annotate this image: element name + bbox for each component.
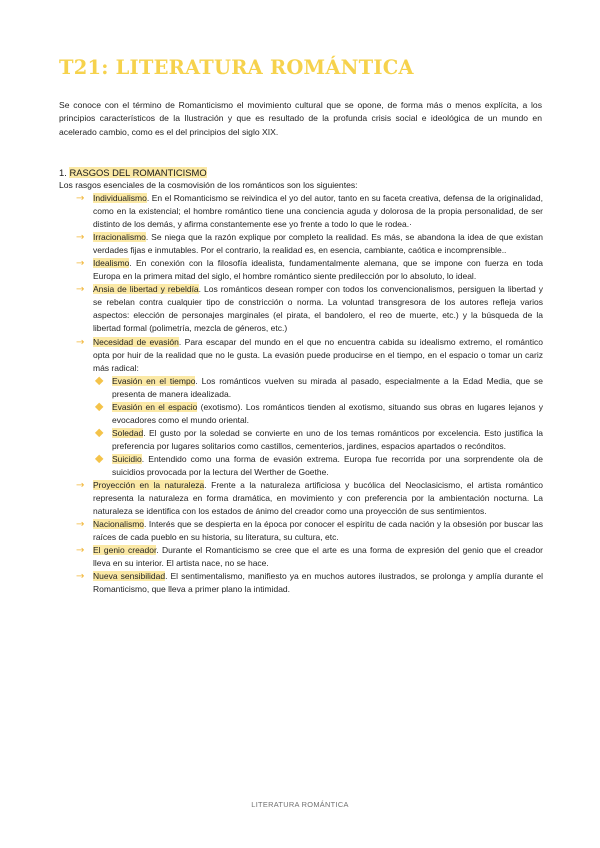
item-term: Irracionalismo <box>93 232 146 243</box>
item-term: El genio creador <box>93 545 157 556</box>
section-number: 1. <box>59 167 70 178</box>
list-item <box>76 231 543 257</box>
sublist-item <box>96 427 543 453</box>
item-text: . En el Romanticismo se reivindica el yo del autor, tanto en su faceta creativa, defensa de la originalidad, como en la existencial; el hombre romántico tiene una conciencia aguda y dolorosa de la propia personalidad, de ser distinto de los demás, y afirma constantemente ese yo frente a todo lo que le rodea.· <box>93 193 543 230</box>
item-text: . Frente a la naturaleza artificiosa y bucólica del Neoclasicismo, el artista romántico representa la naturaleza en forma dramática, en movimiento y con preferencia por la ambientación nocturna. La naturaleza se identifica con los estados de ánimo del creador como una proyección de sus sentimientos. <box>93 480 543 517</box>
arrow-right-icon: → <box>76 545 85 557</box>
list-item <box>76 518 543 544</box>
arrow-right-icon: → <box>76 571 85 583</box>
item-text: . Para escapar del mundo en el que no encuentra cabida su idealismo extremo, el romántico opta por huir de la realidad que no le gusta. La evasión puede producirse en el tiempo, en el espacio o tomar un cariz más radical: <box>93 336 543 373</box>
arrow-right-icon: → <box>76 232 85 244</box>
subitem-term: Evasión en el tiempo <box>112 375 196 386</box>
list-item <box>76 479 543 518</box>
item-text: . Interés que se despierta en la época por conocer el espíritu de cada nación y la obsesión por buscar las raíces de cada pueblo en su historia, su literatura, su cultura, etc. <box>93 519 543 543</box>
page-footer: LITERATURA ROMÁNTICA <box>251 800 349 809</box>
sublist-item <box>96 375 543 401</box>
subitem-text: . Los románticos vuelven su mirada al pasado, especialmente a la Edad Media, que se presenta de manera idealizada. <box>112 375 543 399</box>
diamond-bullet-icon <box>95 455 104 464</box>
arrow-right-icon: → <box>76 284 85 296</box>
list-item <box>76 544 543 570</box>
list-item <box>76 257 543 283</box>
intro-paragraph: Se conoce con el término de Romanticismo el movimiento cultural que se opone, de forma más o menos explícita, a los principios característicos de la Ilustración y que es resultado de la profunda crisis social e ideológica de un mundo en acelerado cambio, como es el del principios del siglo XIX. <box>59 100 542 137</box>
item-text: . En conexión con la filosofía idealista, fundamentalmente alemana, que se impone con fuerza en toda Europa en la primera mitad del siglo, el hombre romántico siente predilección por lo absoluto, lo ideal. <box>93 258 543 282</box>
diamond-bullet-icon <box>95 429 104 438</box>
item-term: Nueva sensibilidad <box>93 571 166 582</box>
list-item <box>76 283 543 335</box>
list-item <box>76 192 543 231</box>
subitem-term: Evasión en el espacio <box>112 401 198 412</box>
arrow-right-icon: → <box>76 336 85 348</box>
item-term: Nacionalismo <box>93 519 145 530</box>
arrow-right-icon: → <box>76 519 85 531</box>
subitem-text: . Entendido como una forma de evasión extrema. Europa fue recorrida por una sorprendente ola de suicidios provocada por la lectura del Werther de Goethe. <box>112 453 543 477</box>
subitem-text: (exotismo). Los románticos tienden al exotismo, situando sus obras en lugares lejanos y evocadores como el mundo oriental. <box>112 401 543 425</box>
item-term: Idealismo <box>93 258 130 269</box>
sublist-item <box>96 401 543 427</box>
diamond-bullet-icon <box>95 403 104 412</box>
item-text: . Durante el Romanticismo se cree que el arte es una forma de expresión del genio que el creador lleva en su interior. El artista nace, no se hace. <box>93 545 543 569</box>
item-term: Individualismo <box>93 193 147 203</box>
section-heading <box>59 166 207 179</box>
arrow-right-icon: → <box>76 193 85 204</box>
traits-list <box>76 192 543 596</box>
section-lead: Los rasgos esenciales de la cosmovisión de los románticos son los siguientes: <box>59 180 358 190</box>
list-item <box>76 570 543 596</box>
item-text: . Se niega que la razón explique por completo la realidad. Es más, se abandona la idea de que existan verdades fijas e inmutables. Por el contrario, la realidad es, en esencia, cambiante, caótica e incomprensible.. <box>93 232 543 256</box>
subitem-term: Suicidio <box>112 453 142 464</box>
section-heading-text: RASGOS DEL ROMANTICISMO <box>69 167 207 178</box>
item-term: Ansia de libertad y rebeldía <box>93 284 199 295</box>
diamond-bullet-icon <box>95 377 104 386</box>
sublist-item <box>96 453 543 479</box>
item-term: Proyección en la naturaleza <box>93 480 205 491</box>
item-text: . Los románticos desean romper con todos los convencionalismos, persiguen la libertad y se rebelan contra cualquier tipo de constricción o norma. La voluntad transgresora de los autores refleja varios aspectos: elección de personajes marginales (el pirata, el bandolero, el reo de muerte, etc.) y la búsqueda de la libertad formal (polimetría, mezcla de géneros, etc.) <box>93 284 543 334</box>
arrow-right-icon: → <box>76 258 85 270</box>
subitem-term: Soledad <box>112 427 144 438</box>
evasion-sublist <box>96 375 543 479</box>
item-term: Necesidad de evasión <box>93 336 179 347</box>
document-title: T21: LITERATURA ROMÁNTICA <box>59 56 414 79</box>
item-text: . El sentimentalismo, manifiesto ya en muchos autores ilustrados, se prolonga y amplía durante el Romanticismo, que lleva a primer plano la intimidad. <box>93 571 543 595</box>
subitem-text: . El gusto por la soledad se convierte en uno de los temas románticos por excelencia. Esto justifica la preferencia por lugares solitarios como castillos, cementerios, jardines, espacios apartados o recónditos. <box>112 427 543 451</box>
list-item <box>76 336 543 375</box>
arrow-right-icon: → <box>76 480 85 492</box>
